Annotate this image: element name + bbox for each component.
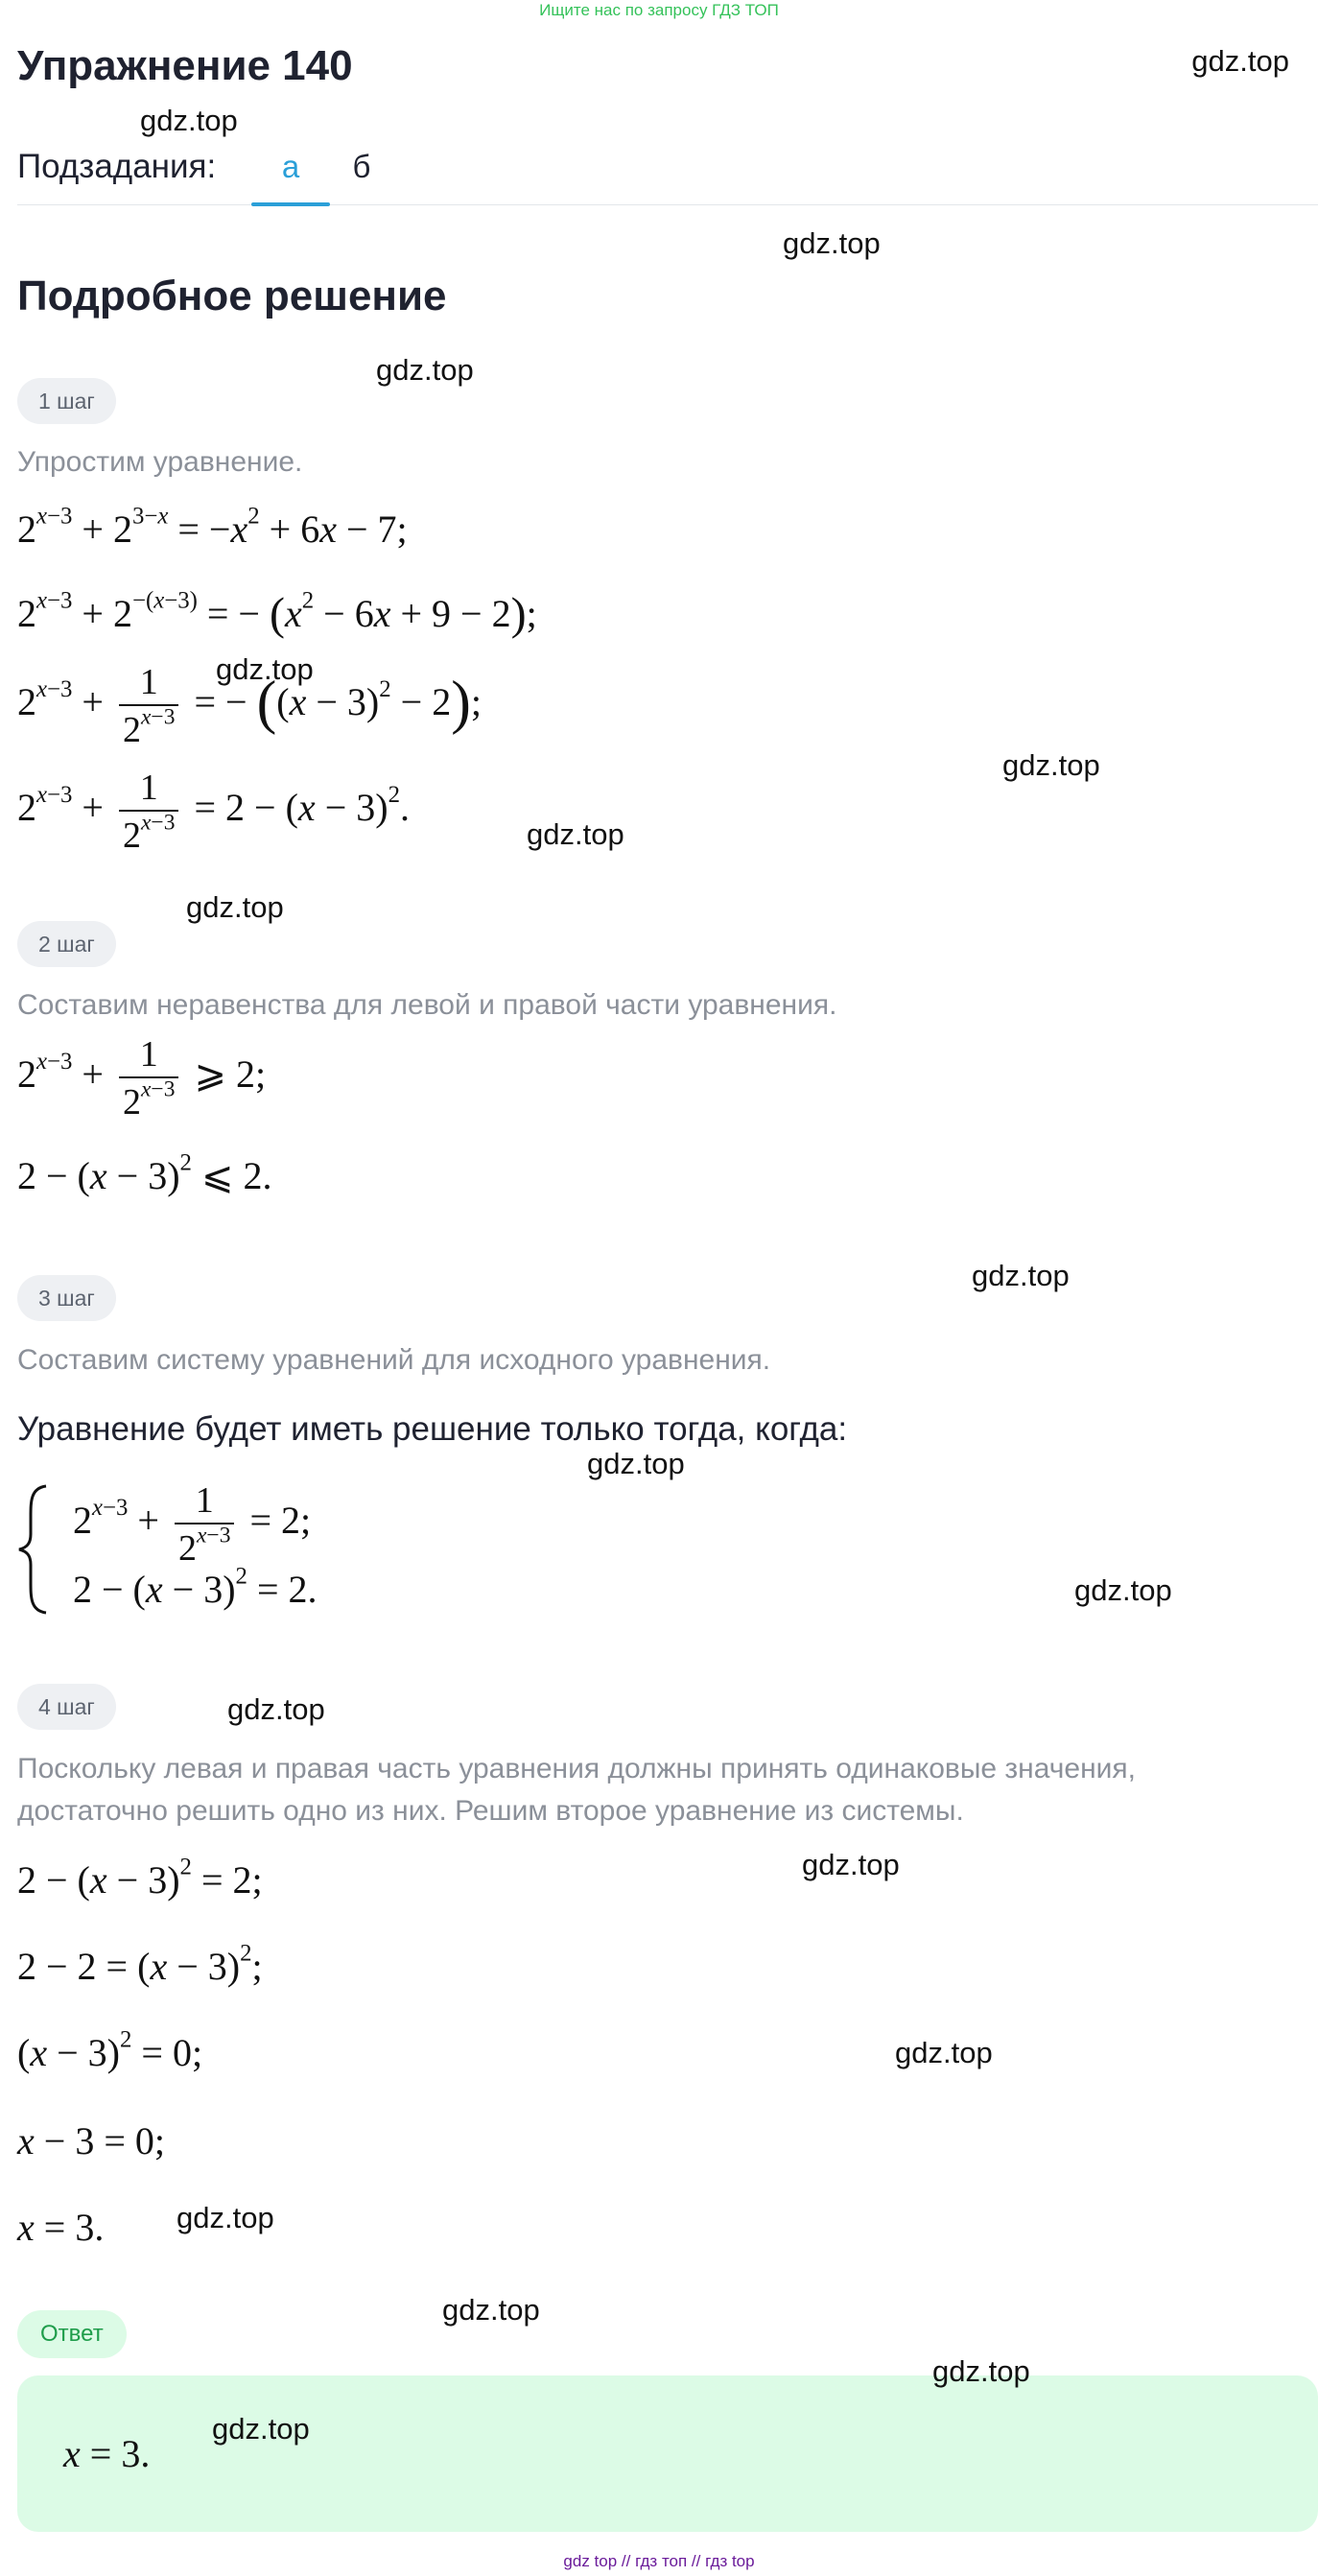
step-3-badge: 3 шаг: [17, 1275, 116, 1321]
header-watermark: gdz.top: [1191, 44, 1289, 78]
step-1-description: Упростим уравнение.: [17, 446, 303, 478]
watermark: gdz.top: [212, 2412, 310, 2446]
watermark: gdz.top: [895, 2036, 993, 2069]
watermark: gdz.top: [932, 2354, 1030, 2388]
watermark: gdz.top: [587, 1447, 685, 1480]
step-2-description: Составим неравенства для левой и правой части уравнения.: [17, 989, 837, 1021]
subtasks-label: Подзадания:: [17, 148, 217, 185]
watermark: gdz.top: [216, 652, 314, 686]
step-1-badge: 1 шаг: [17, 378, 116, 424]
equation-system: [17, 1482, 497, 1617]
step-2-badge: 2 шаг: [17, 921, 116, 967]
equation-1-4: $2^{x-3}$ + $\frac{1}{2^{x-3}}$ = $2 - (x - 3)^2$.: [17, 768, 410, 856]
watermark: gdz.top: [186, 890, 284, 924]
system-equation-2: $2 - (x - 3)^2 = 2$.: [73, 1563, 318, 1611]
answer-badge: Ответ: [17, 2310, 127, 2358]
subtasks-bar: [17, 144, 1318, 205]
equation-1-3: $2^{x-3}$ + $\frac{1}{2^{x-3}}$ = − $((x - 3)^2 - 2)$;: [17, 662, 482, 750]
equation-4-4: x − 3 = 0;: [17, 2119, 165, 2162]
watermark: gdz.top: [376, 353, 474, 387]
brace-icon: [17, 1482, 56, 1617]
watermark: gdz.top: [783, 226, 881, 260]
answer-box: [17, 2375, 1318, 2532]
page-title: Упражнение 140: [17, 42, 353, 89]
equation-1-2: $2^{x-3} + 2^{-(x-3)}$ = − $(x^2 - 6x + 9 - 2)$;: [17, 587, 537, 640]
equation-4-3: $(x - 3)^2 = 0$;: [17, 2026, 203, 2074]
step-4-description-line-1: Поскольку левая и правая часть уравнения должны принять одинаковые значения,: [17, 1753, 1136, 1784]
step-3-note: Уравнение будет иметь решение только тогда, когда:: [17, 1410, 848, 1448]
footer-links: gdz top // гдз топ // гдз top: [563, 2552, 755, 2570]
equation-4-1: $2 - (x - 3)^2 = 2$;: [17, 1854, 263, 1902]
equation-4-2: $2 - 2 = (x - 3)^2$;: [17, 1940, 263, 1988]
step-4-description-line-2: достаточно решить одно из них. Решим второе уравнение из системы.: [17, 1795, 964, 1827]
watermark: gdz.top: [1074, 1573, 1172, 1607]
watermark: gdz.top: [177, 2201, 274, 2234]
watermark: gdz.top: [802, 1848, 900, 1881]
inequality-2-2: $2 - (x - 3)^2$ ⩽ 2.: [17, 1149, 272, 1197]
watermark: gdz.top: [442, 2293, 540, 2327]
watermark: gdz.top: [227, 1692, 325, 1726]
solution-title: Подробное решение: [17, 272, 447, 319]
equation-4-5: x = 3.: [17, 2206, 105, 2249]
watermark: gdz.top: [527, 817, 624, 851]
top-banner: Ищите нас по запросу ГДЗ ТОП: [539, 1, 779, 19]
watermark: gdz.top: [140, 104, 238, 137]
step-3-description: Составим систему уравнений для исходного уравнения.: [17, 1344, 771, 1376]
tab-a[interactable]: а: [251, 144, 330, 205]
watermark: gdz.top: [1002, 748, 1100, 782]
system-equation-1: $2^{x-3}$ + $\frac{1}{2^{x-3}}$ = 2;: [73, 1480, 312, 1569]
tab-b[interactable]: б: [352, 149, 371, 184]
watermark: gdz.top: [972, 1259, 1070, 1292]
inequality-2-1: $2^{x-3}$ + $\frac{1}{2^{x-3}}$ ⩾ 2;: [17, 1034, 267, 1123]
answer-value: x = 3.: [63, 2432, 151, 2475]
step-4-badge: 4 шаг: [17, 1684, 116, 1730]
equation-1-1: $2^{x-3} + 2^{3-x} = -x^2 + 6x - 7$;: [17, 503, 408, 551]
